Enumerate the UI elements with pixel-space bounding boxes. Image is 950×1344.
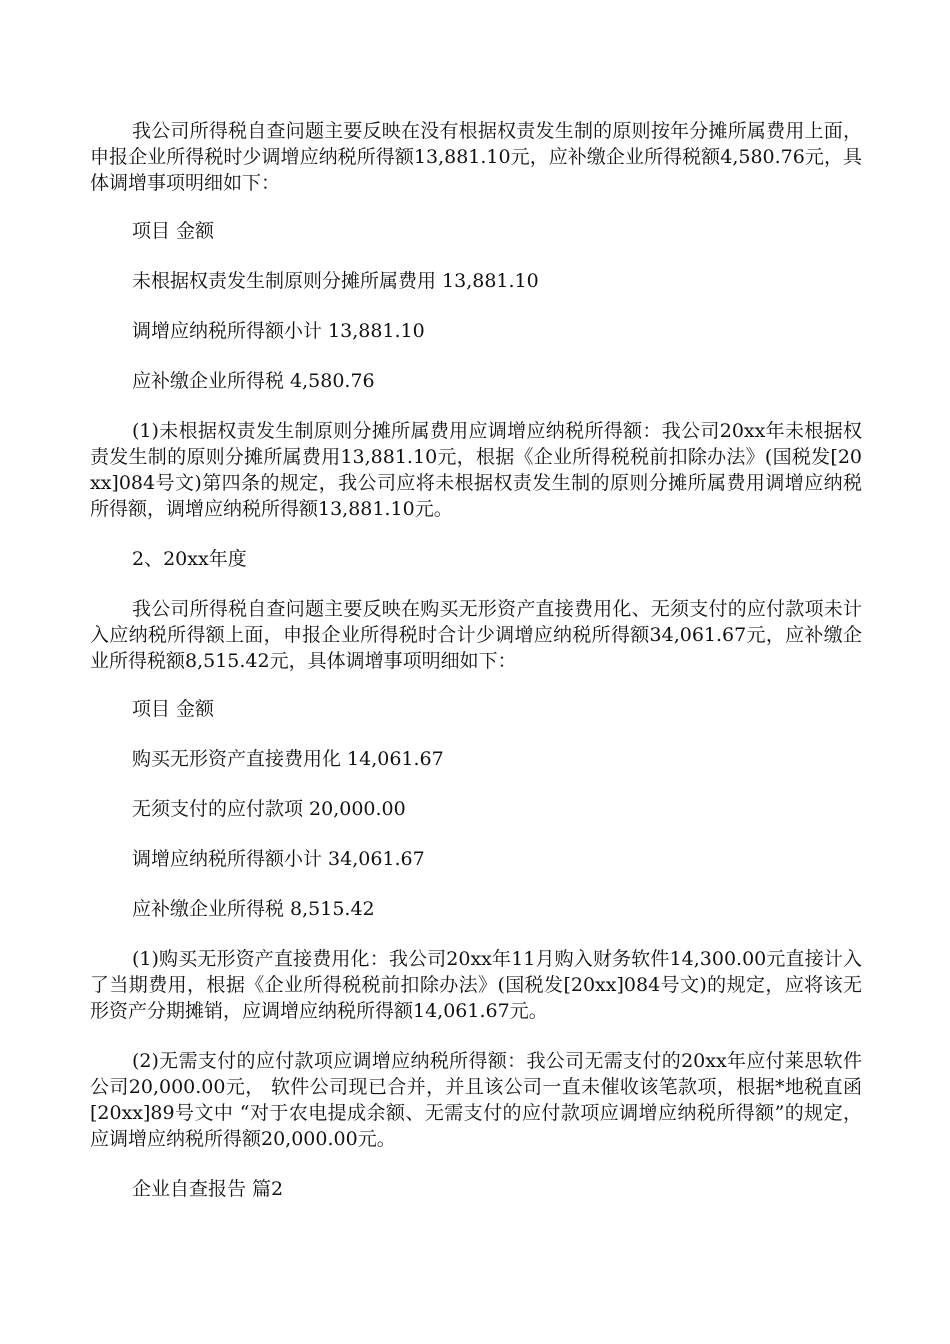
item-payables: 无须支付的应付款项 20,000.00 — [132, 798, 406, 820]
table-header-2: 项目 金额 — [132, 698, 215, 720]
paragraph-detail-2: (1)购买无形资产直接费用化：我公司20xx年11月购入财务软件14,300.00元直接计入了当期费用，根据《企业所得税税前扣除办法》(国税发[20xx]084号文)的规定，应将该无形资产分期摊销，应调增应纳税所得额14,061.67元。 — [90, 948, 862, 1022]
item-subtotal-2: 调增应纳税所得额小计 34,061.67 — [132, 848, 425, 870]
item-subtotal-1: 调增应纳税所得额小计 13,881.10 — [132, 320, 425, 342]
paragraph-detail-1: (1)未根据权责发生制原则分摊所属费用应调增应纳税所得额：我公司20xx年未根据权责发生制的原则分摊所属费用13,881.10元，根据《企业所得税税前扣除办法》(国税发[20xx]084号文)第四条的规定，我公司应将未根据权责发生制的原则分摊所属费用调增应纳税所得额，调增应纳税所得额13,881.10元。 — [90, 420, 862, 520]
item-allocation-expense: 未根据权责发生制原则分摊所属费用 13,881.10 — [132, 270, 539, 292]
table-header-1: 项目 金额 — [132, 220, 215, 242]
item-tax-due-2: 应补缴企业所得税 8,515.42 — [132, 898, 375, 920]
document-body — [90, 118, 862, 1202]
section-heading-report-2: 企业自查报告 篇2 — [132, 1178, 284, 1200]
paragraph-detail-3: (2)无需支付的应付款项应调增应纳税所得额：我公司无需支付的20xx年应付莱思软件公司20,000.00元， 软件公司现已合并，并且该公司一直未催收该笔款项，根据*地税直函[20xx]89号文中 “对于农电提成余额、无需支付的应付款项应调增应纳税所得额”的规定，应调增应纳税所得额20,000.00元。 — [90, 1050, 862, 1150]
item-tax-due-1: 应补缴企业所得税 4,580.76 — [132, 370, 375, 392]
item-intangible-asset: 购买无形资产直接费用化 14,061.67 — [132, 748, 444, 770]
section-year-heading: 2、20xx年度 — [132, 548, 247, 570]
paragraph-summary-2: 我公司所得税自查问题主要反映在购买无形资产直接费用化、无须支付的应付款项未计入应纳税所得额上面，申报企业所得税时合计少调增应纳税所得额34,061.67元，应补缴企业所得税额8,515.42元，具体调增事项明细如下： — [90, 598, 862, 672]
paragraph-summary-1: 我公司所得税自查问题主要反映在没有根据权责发生制的原则按年分摊所属费用上面，申报企业所得税时少调增应纳税所得额13,881.10元，应补缴企业所得税额4,580.76元，具体调增事项明细如下： — [90, 120, 862, 194]
